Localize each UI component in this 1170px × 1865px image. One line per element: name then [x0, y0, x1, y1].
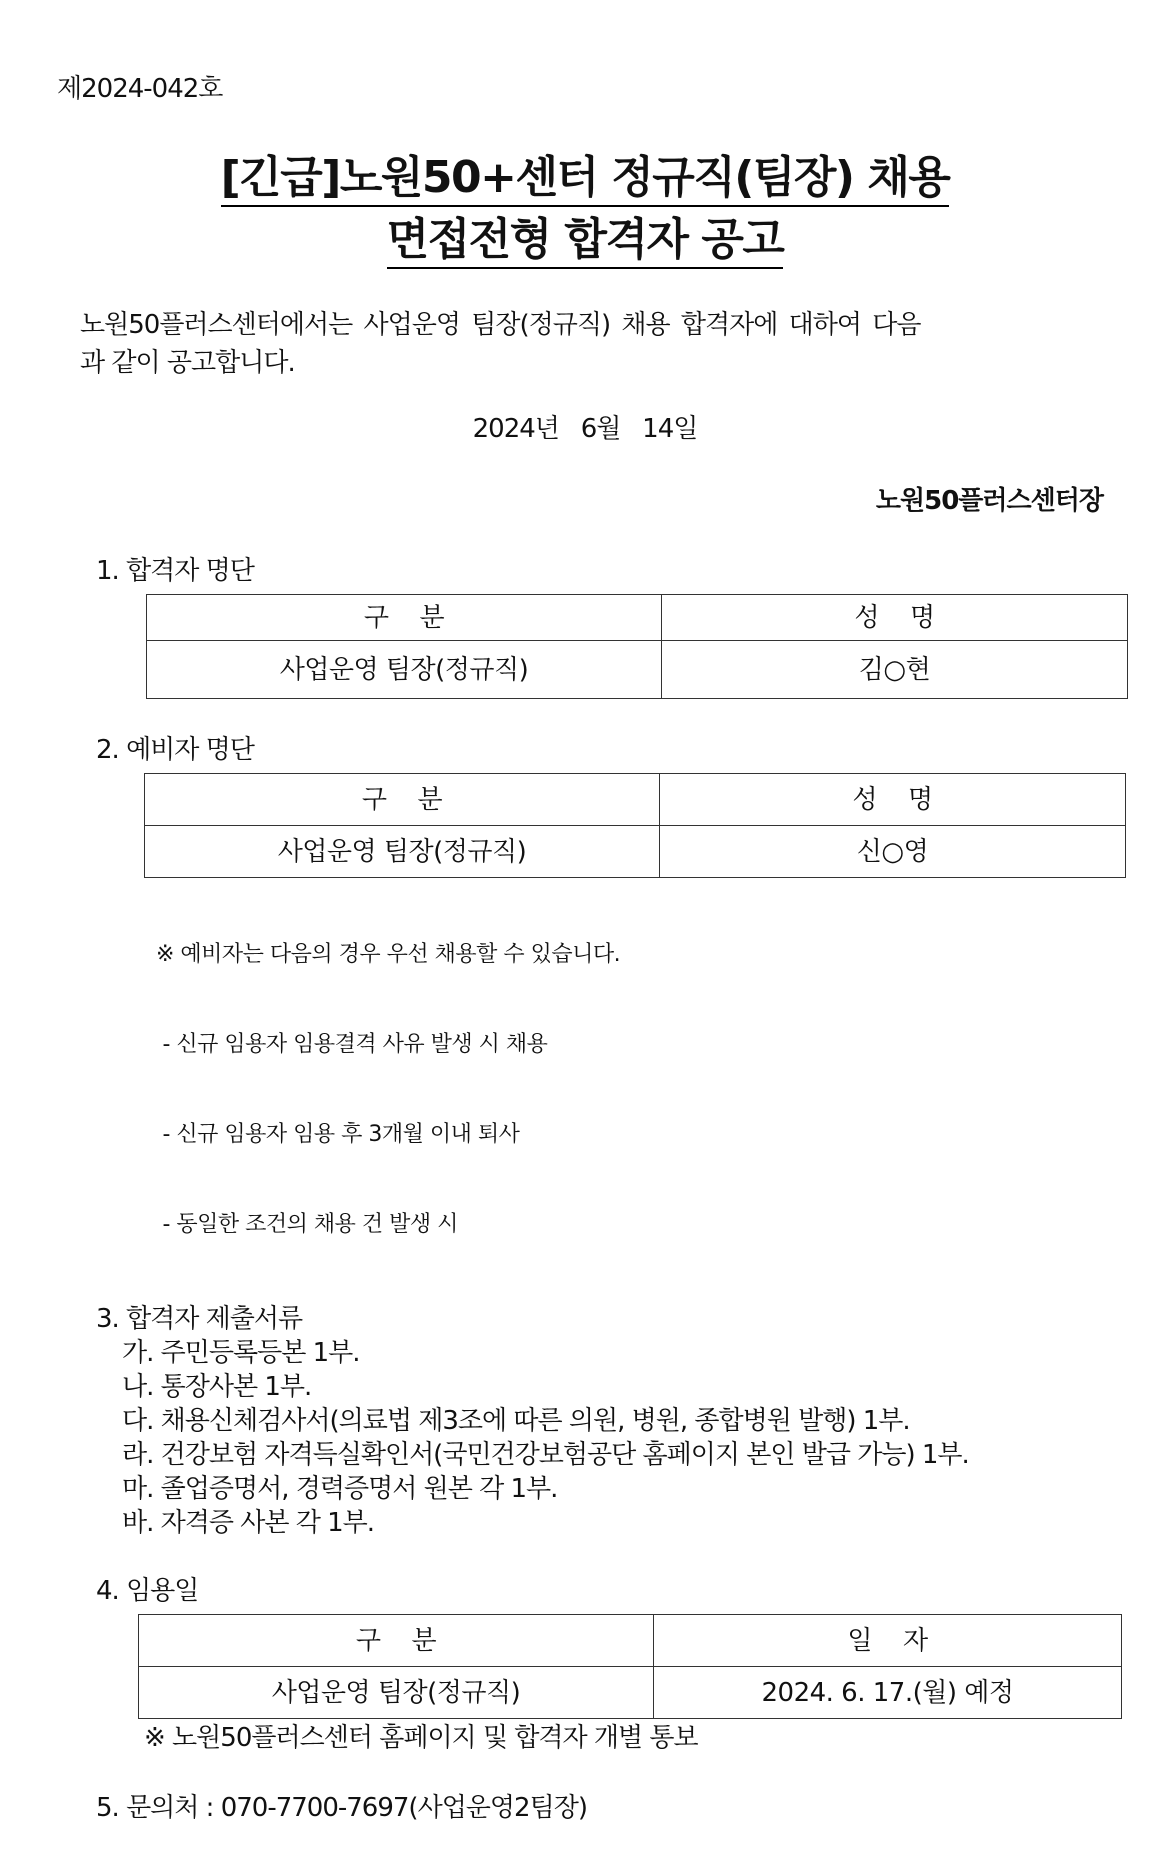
note-line: ※ 예비자는 다음의 경우 우선 채용할 수 있습니다.	[156, 942, 621, 967]
header-date: 일 자	[654, 1615, 1122, 1667]
intro-line-2: 과 같이 공고합니다.	[80, 348, 295, 378]
announcement-date: 2024년 6월 14일	[472, 414, 698, 444]
title-line-2	[57, 210, 1113, 270]
section3-heading: 3. 합격자 제출서류	[96, 1304, 303, 1334]
appointment-table	[138, 1614, 1122, 1719]
list-item: 다. 채용신체검사서(의료법 제3조에 따른 의원, 병원, 종합병원 발행) 1부.	[122, 1406, 910, 1436]
note-line: - 동일한 조건의 채용 건 발생 시	[156, 1212, 458, 1237]
note-line: - 신규 임용자 임용 후 3개월 이내 퇴사	[156, 1122, 520, 1147]
title-text-1: [긴급]노원50+센터 정규직(팀장) 채용	[221, 152, 950, 207]
intro-line-1: 노원50플러스센터에서는 사업운영 팀장(정규직) 채용 합격자에 대하여 다음	[80, 310, 921, 340]
cell-position: 사업운영 팀장(정규직)	[145, 826, 660, 878]
section1-heading: 1. 합격자 명단	[96, 556, 254, 586]
documents-list	[122, 1336, 1113, 1540]
header-name: 성 명	[660, 774, 1126, 826]
issuer: 노원50플러스센터장	[875, 486, 1103, 516]
header-category: 구 분	[147, 595, 662, 641]
cell-name: 신○영	[660, 826, 1126, 878]
title-text-2: 면접전형 합격자 공고	[387, 214, 784, 269]
list-item: 라. 건강보험 자격득실확인서(국민건강보험공단 홈페이지 본인 발급 가능) 1부.	[122, 1440, 969, 1470]
list-item: 나. 통장사본 1부.	[122, 1372, 312, 1402]
cell-position: 사업운영 팀장(정규직)	[139, 1667, 654, 1719]
reserve-notes	[156, 880, 1113, 1300]
cell-date: 2024. 6. 17.(월) 예정	[654, 1667, 1122, 1719]
list-item: 바. 자격증 사본 각 1부.	[122, 1508, 375, 1538]
header-category: 구 분	[139, 1615, 654, 1667]
note-line: - 신규 임용자 임용결격 사유 발생 시 채용	[156, 1032, 548, 1057]
cell-position: 사업운영 팀장(정규직)	[147, 641, 662, 699]
reserve-table	[144, 773, 1126, 878]
section4-heading: 4. 임용일	[96, 1576, 199, 1606]
passer-table	[146, 594, 1128, 699]
section2-heading: 2. 예비자 명단	[96, 735, 254, 765]
document-number: 제2024-042호	[57, 74, 223, 104]
list-item: 가. 주민등록등본 1부.	[122, 1338, 360, 1368]
header-name: 성 명	[662, 595, 1128, 641]
contact-info: 5. 문의처 : 070-7700-7697(사업운영2팀장)	[96, 1793, 587, 1823]
title-line-1	[57, 148, 1113, 208]
appointment-note: ※ 노원50플러스센터 홈페이지 및 합격자 개별 통보	[144, 1723, 698, 1753]
header-category: 구 분	[145, 774, 660, 826]
list-item: 마. 졸업증명서, 경력증명서 원본 각 1부.	[122, 1474, 558, 1504]
cell-name: 김○현	[662, 641, 1128, 699]
